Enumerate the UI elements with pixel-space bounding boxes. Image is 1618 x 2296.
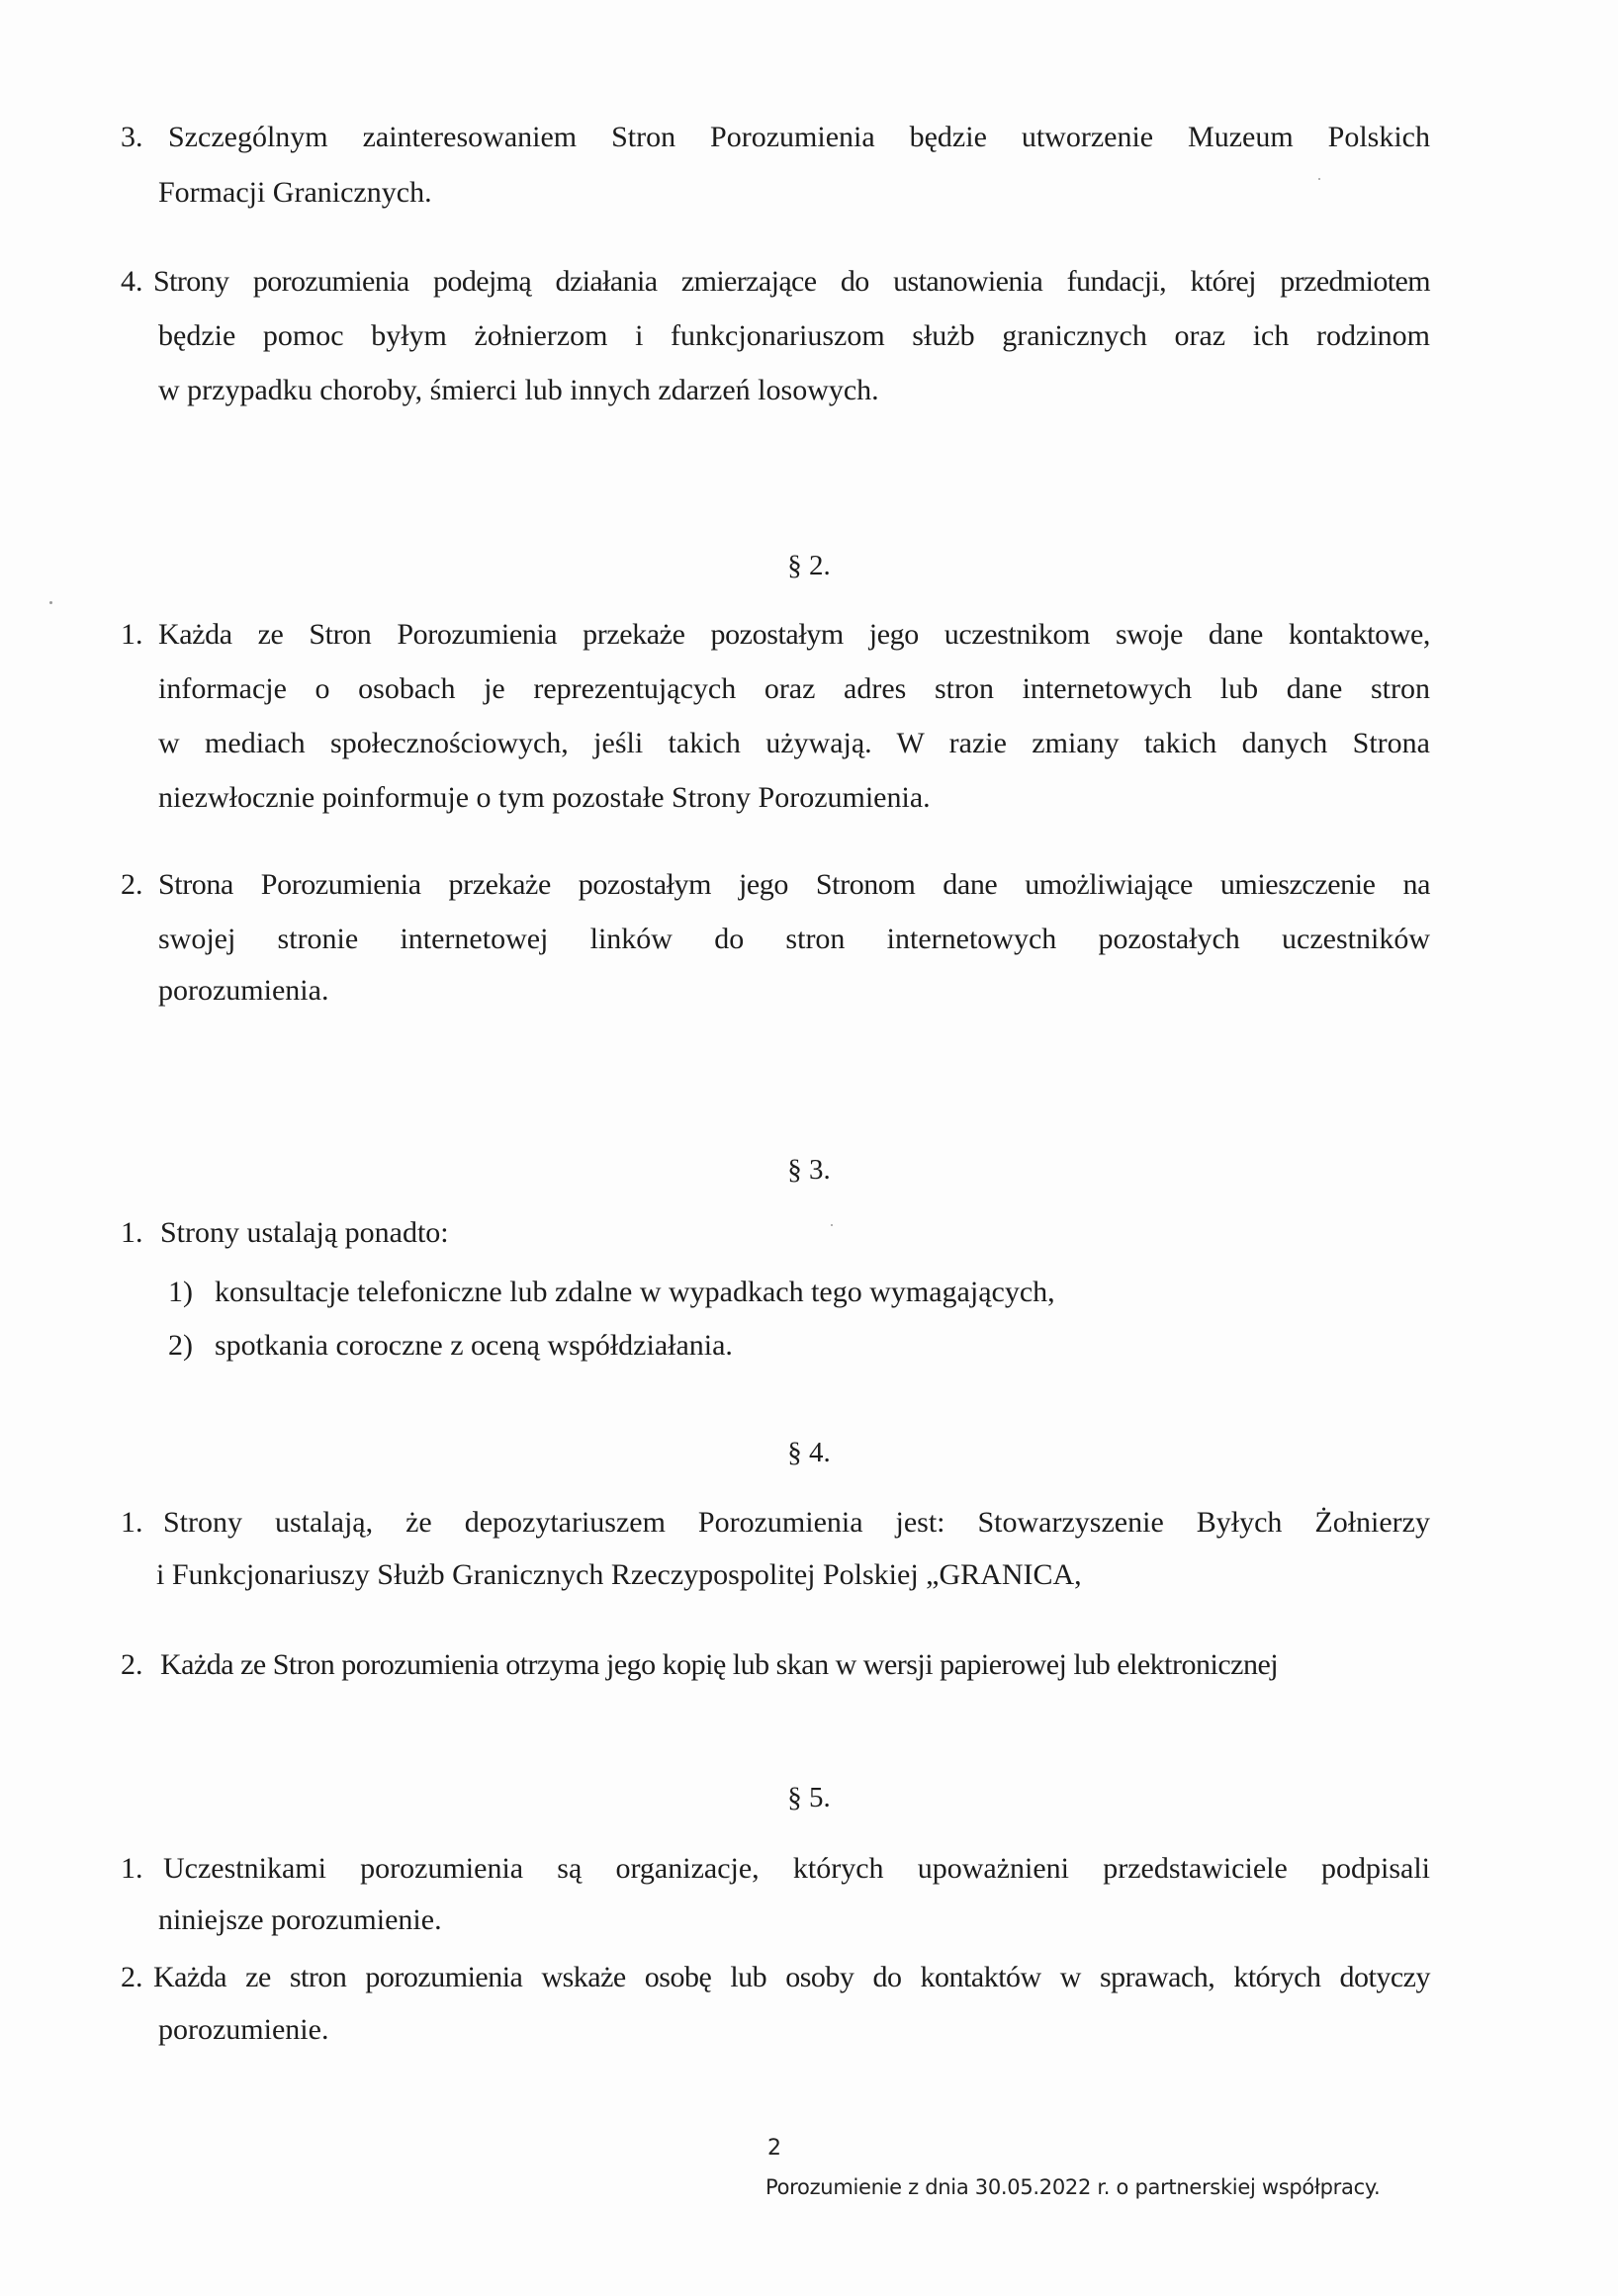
- text-line: i Funkcjonariuszy Służb Granicznych Rzeczypospolitej Polskiej „GRANICA,: [156, 1558, 1082, 1591]
- section-heading-5: § 5.: [787, 1782, 831, 1813]
- text-line: porozumienia.: [158, 974, 329, 1007]
- item-number: 1.: [121, 1216, 143, 1249]
- text-line: porozumienie.: [158, 2013, 329, 2046]
- text-line: niniejsze porozumienie.: [158, 1903, 442, 1936]
- text-line: Formacji Granicznych.: [158, 176, 432, 209]
- text-line: Strony porozumienia podejmą działania zmierzające do ustanowienia fundacji, której przedmiotem: [153, 265, 1430, 298]
- text-line: Uczestnikami porozumienia są organizacje, których upoważnieni przedstawiciele podpisali: [163, 1852, 1430, 1885]
- subitem-number: 1): [168, 1276, 193, 1308]
- text-line: w przypadku choroby, śmierci lub innych zdarzeń losowych.: [158, 374, 879, 406]
- section-heading-3: § 3.: [787, 1154, 831, 1186]
- text-line: Strona Porozumienia przekaże pozostałym jego Stronom dane umożliwiające umieszczenie na: [158, 868, 1430, 901]
- text-line: Każda ze stron porozumienia wskaże osobę lub osoby do kontaktów w sprawach, których dotyczy: [153, 1961, 1430, 1993]
- item-number: 1.: [121, 618, 143, 651]
- scan-speck: [49, 601, 52, 604]
- text-line: informacje o osobach je reprezentujących oraz adres stron internetowych lub dane stron: [158, 672, 1430, 705]
- text-line: niezwłocznie poinformuje o tym pozostałe Strony Porozumienia.: [158, 781, 931, 814]
- subitem-number: 2): [168, 1329, 193, 1362]
- section-heading-2: § 2.: [787, 550, 831, 581]
- text-line: w mediach społecznościowych, jeśli takich używają. W razie zmiany takich danych Strona: [158, 727, 1430, 759]
- text-line: Strony ustalają, że depozytariuszem Porozumienia jest: Stowarzyszenie Byłych Żołnierzy: [163, 1506, 1430, 1539]
- scan-speck: [1318, 178, 1320, 180]
- text-line: Strony ustalają ponadto:: [160, 1216, 449, 1249]
- item-number: 3.: [121, 121, 143, 153]
- item-number: 1.: [121, 1506, 143, 1539]
- item-number: 2.: [121, 1961, 143, 1993]
- item-number: 4.: [121, 265, 143, 298]
- text-line: spotkania coroczne z oceną współdziałania.: [215, 1329, 733, 1362]
- item-number: 2.: [121, 1648, 143, 1681]
- footer-text: Porozumienie z dnia 30.05.2022 r. o partnerskiej współpracy.: [765, 2175, 1381, 2199]
- page-number: 2: [767, 2136, 781, 2161]
- section-heading-4: § 4.: [787, 1437, 831, 1468]
- text-line: będzie pomoc byłym żołnierzom i funkcjonariuszom służb granicznych oraz ich rodzinom: [158, 319, 1430, 352]
- item-number: 1.: [121, 1852, 143, 1885]
- text-line: Każda ze Stron porozumienia otrzyma jego kopię lub skan w wersji papierowej lub elektronicznej: [160, 1648, 1279, 1681]
- text-line: swojej stronie internetowej linków do stron internetowych pozostałych uczestników: [158, 923, 1430, 955]
- text-line: Szczególnym zainteresowaniem Stron Porozumienia będzie utworzenie Muzeum Polskich: [168, 121, 1430, 153]
- text-line: konsultacje telefoniczne lub zdalne w wypadkach tego wymagających,: [215, 1276, 1055, 1308]
- text-line: Każda ze Stron Porozumienia przekaże pozostałym jego uczestnikom swoje dane kontaktowe,: [158, 618, 1430, 651]
- item-number: 2.: [121, 868, 143, 901]
- scan-speck: [831, 1224, 833, 1226]
